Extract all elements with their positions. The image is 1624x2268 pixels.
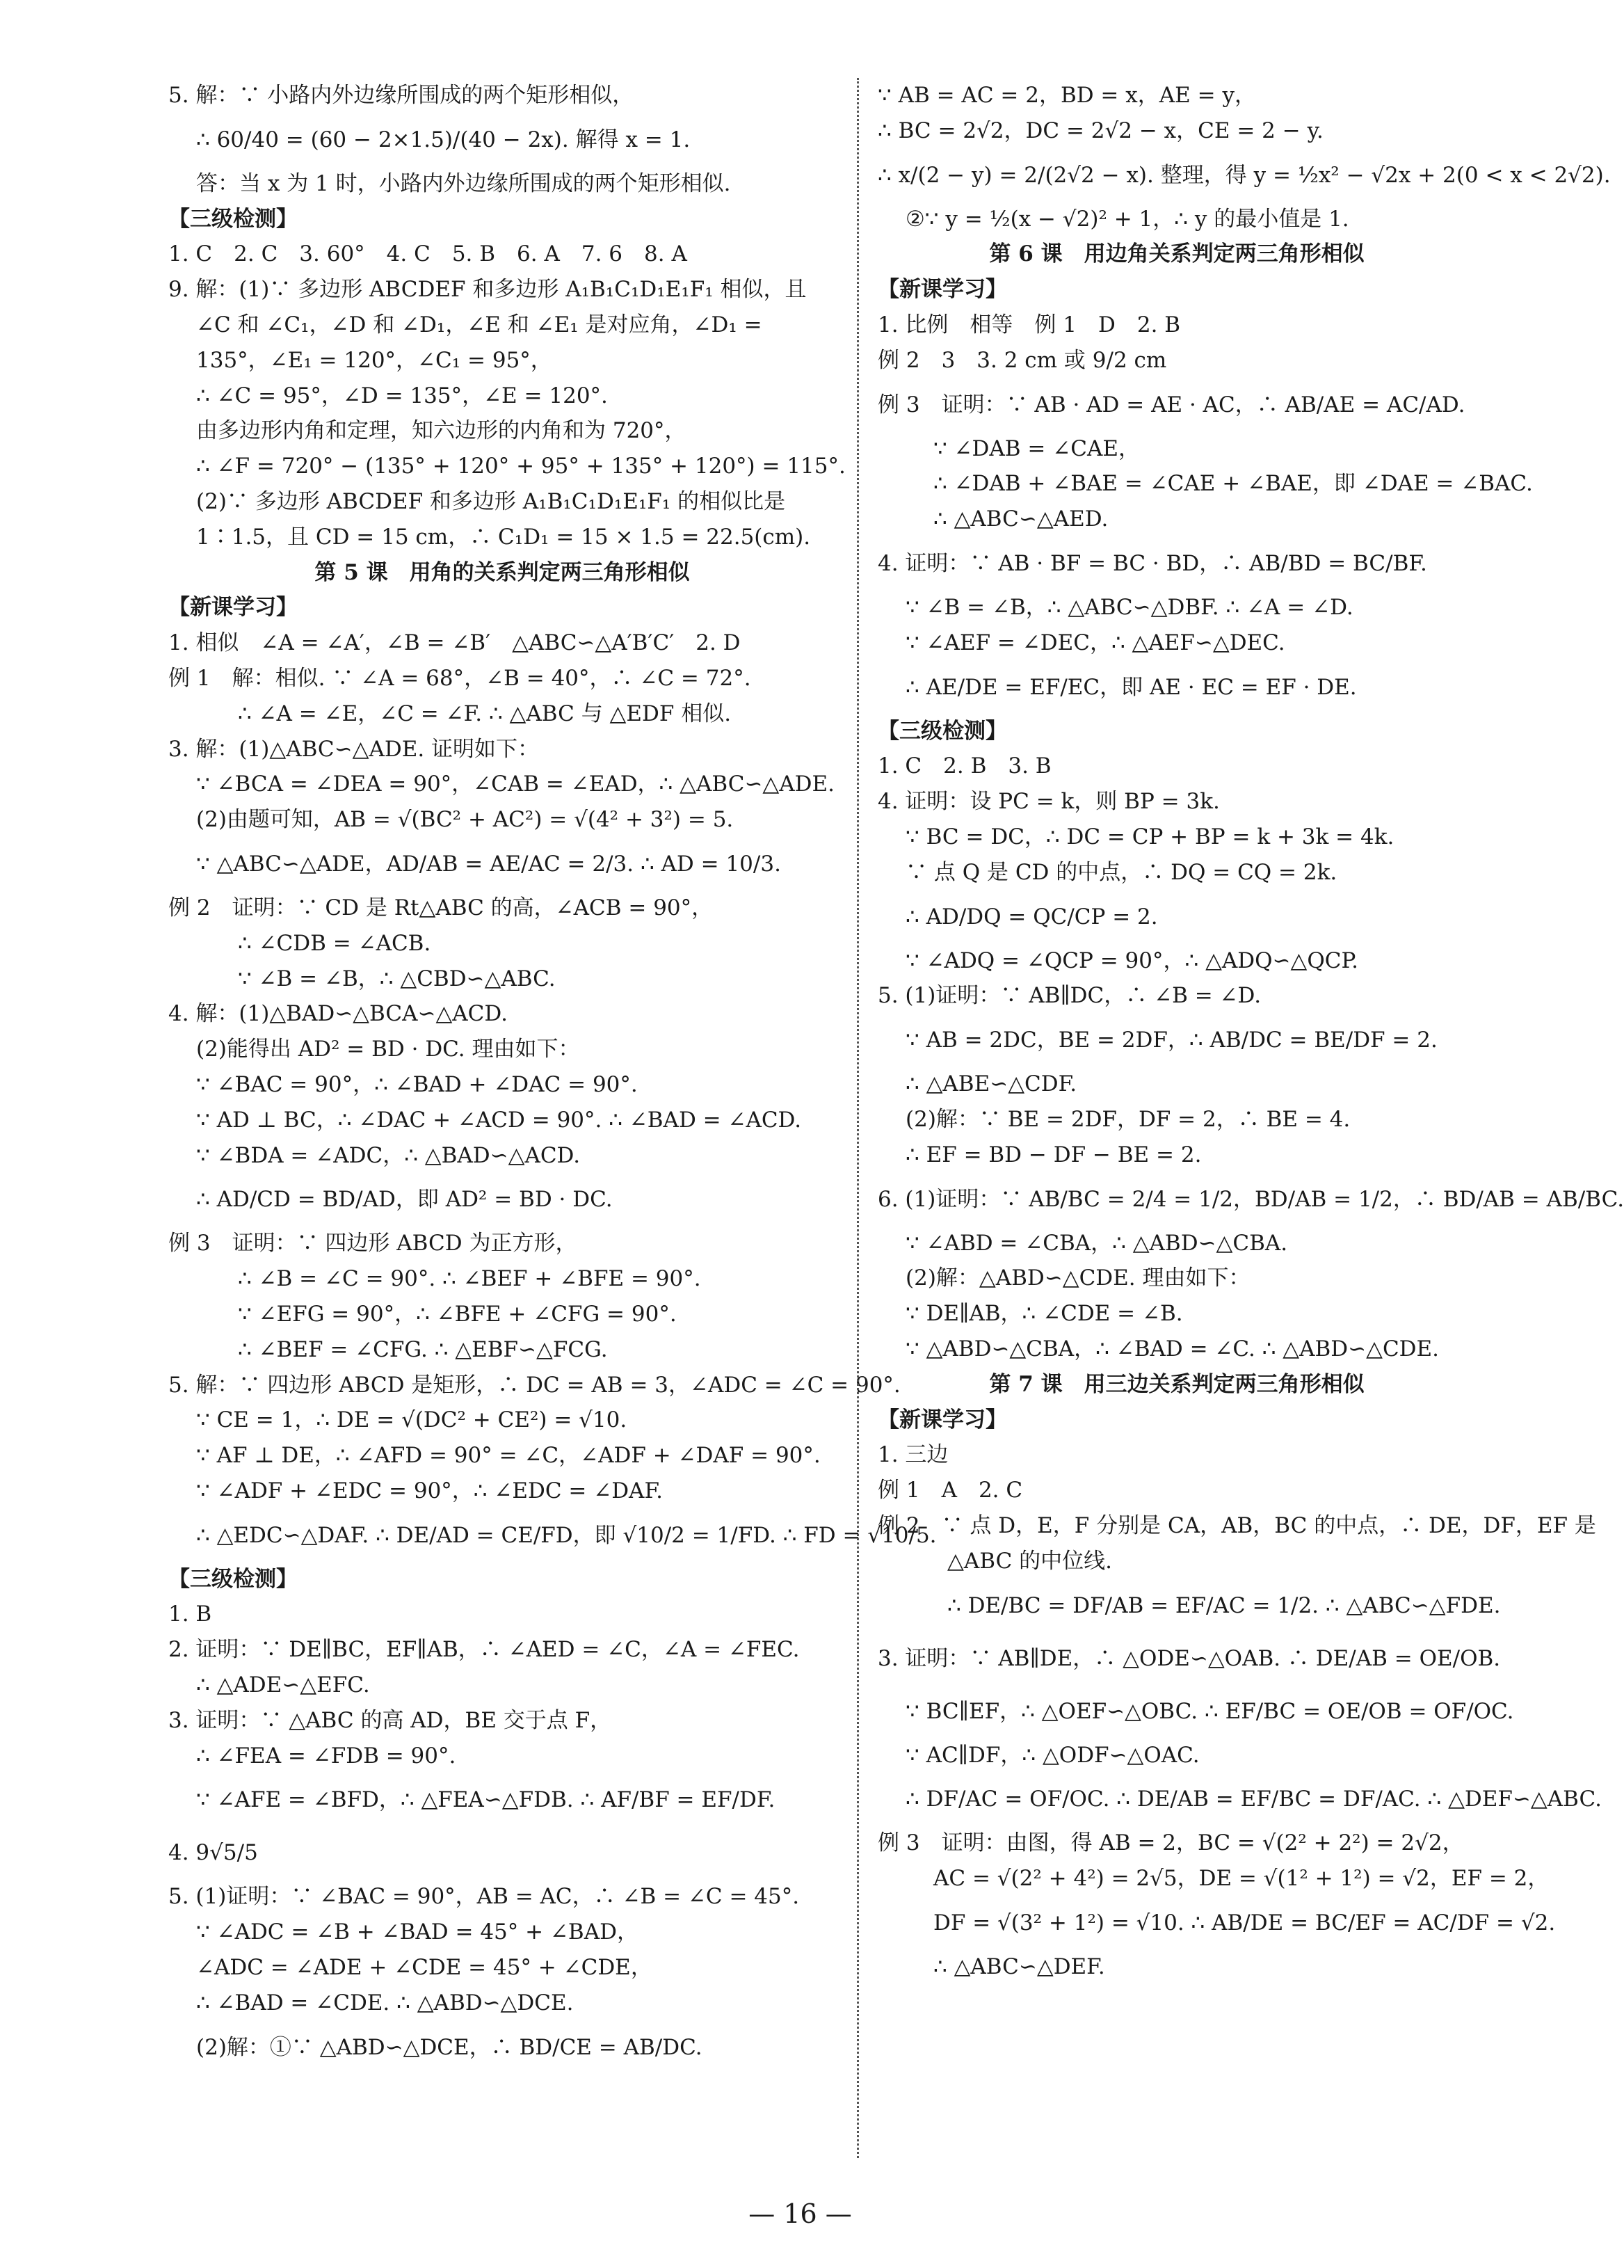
right-line: 5. (1)证明：∵ AB∥DC，∴ ∠B = ∠D. [878,983,1262,1009]
left-line: ∴ 60/40 = (60 − 2×1.5)/(40 − 2x). 解得 x = 1. [196,127,691,152]
right-line: 6. (1)证明：∵ AB/BC = 2/4 = 1/2，BD/AB = 1/2，∴ BD/AB = AB/BC. [878,1186,1624,1212]
right-line: ∴ DE/BC = DF/AB = EF/AC = 1/2. ∴ △ABC∽△FDE. [947,1592,1501,1618]
left-line: ∵ ∠ADC = ∠B + ∠BAD = 45° + ∠BAD， [196,1919,638,1945]
left-line: ∴ ∠B = ∠C = 90°. ∴ ∠BEF + ∠BFE = 90°. [238,1266,701,1292]
left-line: (2)由题可知，AB = √(BC² + AC²) = √(4² + 3²) = 5. [196,807,734,833]
left-line: (2)能得出 AD² = BD · DC. 理由如下： [196,1037,580,1062]
right-line: (2)解：△ABD∽△CDE. 理由如下： [906,1265,1251,1291]
right-line: ∵ ∠B = ∠B，∴ △ABC∽△DBF. ∴ ∠A = ∠D. [906,594,1353,620]
right-line: ∵ AC∥DF，∴ △ODF∽△OAC. [906,1742,1200,1768]
left-line: ∵ ∠AFE = ∠BFD，∴ △FEA∽△FDB. ∴ AF/BF = EF/DF. [196,1787,775,1813]
right-line: 3. 证明：∵ AB∥DE，∴ △ODE∽△OAB. ∴ DE/AB = OE/OB. [878,1645,1501,1671]
left-line: 1. 相似 ∠A = ∠A′，∠B = ∠B′ △ABC∽△A′B′C′ 2. D [168,630,741,656]
left-line: 135°，∠E₁ = 120°，∠C₁ = 95°， [196,347,552,373]
right-line: ∴ AD/DQ = QC/CP = 2. [906,904,1158,929]
right-line: 例 2 3 3. 2 cm 或 9/2 cm [878,347,1167,373]
right-line: 例 3 证明：由图，得 AB = 2，BC = √(2² + 2²) = 2√2， [878,1830,1464,1856]
right-line: ∵ ∠AEF = ∠DEC，∴ △AEF∽△DEC. [906,630,1285,655]
right-line: ∴ DF/AC = OF/OC. ∴ DE/AB = EF/BC = DF/AC. ∴ △DEF∽△ABC. [906,1787,1602,1812]
left-line: 由多边形内角和定理，知六边形的内角和为 720°， [196,418,686,444]
right-line: ∴ EF = BD − DF − BE = 2. [906,1142,1202,1167]
right-line: ∴ △ABE∽△CDF. [906,1071,1077,1097]
left-line: 例 2 证明：∵ CD 是 Rt△ABC 的高，∠ACB = 90°， [168,895,714,920]
left-line: ∵ AD ⊥ BC，∴ ∠DAC + ∠ACD = 90°. ∴ ∠BAD = ∠ACD. [196,1107,802,1133]
left-line: 例 3 证明：∵ 四边形 ABCD 为正方形， [168,1231,577,1256]
right-line: ∴ △ABC∽△DEF. [933,1954,1105,1979]
left-line: ∴ △EDC∽△DAF. ∴ DE/AD = CE/FD，即 √10/2 = 1/FD. ∴ FD = √10/5. [196,1522,937,1548]
left-line: 4. 9√5/5 [168,1840,258,1866]
right-line: ∴ ∠DAB + ∠BAE = ∠CAE + ∠BAE，即 ∠DAE = ∠BAC. [933,471,1533,497]
left-line: 1∶1.5，且 CD = 15 cm，∴ C₁D₁ = 15 × 1.5 = 22.5(cm). [196,524,811,550]
right-line: 4. 证明：设 PC = k，则 BP = 3k. [878,789,1220,815]
right-line: ∵ 点 Q 是 CD 的中点，∴ DQ = CQ = 2k. [906,859,1337,885]
right-line: 例 3 证明：∵ AB · AD = AE · AC，∴ AB/AE = AC/AD. [878,392,1465,417]
right-line: ∵ ∠ABD = ∠CBA，∴ △ABD∽△CBA. [906,1230,1288,1256]
right-line: ∵ DE∥AB，∴ ∠CDE = ∠B. [906,1301,1183,1327]
left-line: ∴ ∠CDB = ∠ACB. [238,930,431,956]
left-line: 1. B [168,1602,212,1627]
left-line: 第 5 课 用角的关系判定两三角形相似 [314,559,690,585]
left-line: ∴ ∠C = 95°，∠D = 135°，∠E = 120°. [196,383,608,408]
left-line: ∴ AD/CD = BD/AD，即 AD² = BD · DC. [196,1187,613,1213]
left-line: 【三级检测】 [168,206,298,232]
left-line: ∵ ∠BAC = 90°，∴ ∠BAD + ∠DAC = 90°. [196,1071,638,1097]
left-line: 3. 解：(1)△ABC∽△ADE. 证明如下： [168,736,540,762]
left-line: ∵ ∠BCA = ∠DEA = 90°，∠CAB = ∠EAD，∴ △ABC∽△ADE. [196,772,835,797]
left-line: ∴ ∠FEA = ∠FDB = 90°. [196,1743,456,1768]
left-line: ∵ △ABC∽△ADE，AD/AB = AE/AC = 2/3. ∴ AD = 10/3. [196,851,781,877]
left-line: ∴ ∠BAD = ∠CDE. ∴ △ABD∽△DCE. [196,1990,574,2015]
right-line: ∵ △ABD∽△CBA，∴ ∠BAD = ∠C. ∴ △ABD∽△CDE. [906,1336,1440,1361]
right-line: △ABC 的中位线. [947,1548,1113,1574]
left-line: 5. 解：∵ 四边形 ABCD 是矩形，∴ DC = AB = 3，∠ADC = ∠C = 90°. [168,1372,901,1398]
left-line: 【新课学习】 [168,595,298,621]
right-line: 4. 证明：∵ AB · BF = BC · BD，∴ AB/BD = BC/BF. [878,550,1427,576]
right-line: ∴ BC = 2√2，DC = 2√2 − x，CE = 2 − y. [878,118,1324,143]
left-line: ∵ ∠B = ∠B，∴ △CBD∽△ABC. [238,966,556,991]
left-line: ∵ ∠EFG = 90°，∴ ∠BFE + ∠CFG = 90°. [238,1301,677,1327]
left-line: ∵ CE = 1，∴ DE = √(DC² + CE²) = √10. [196,1407,627,1433]
left-line: 答：当 x 为 1 时，小路内外边缘所围成的两个矩形相似. [196,170,731,196]
left-line: 1. C 2. C 3. 60° 4. C 5. B 6. A 7. 6 8. A [168,241,687,267]
right-line: ∴ △ABC∽△AED. [933,506,1109,532]
left-line: 2. 证明：∵ DE∥BC，EF∥AB，∴ ∠AED = ∠C，∠A = ∠FEC. [168,1637,800,1663]
left-line: ∴ △ADE∽△EFC. [196,1672,370,1698]
right-line: ∵ BC = DC，∴ DC = CP + BP = k + 3k = 4k. [906,824,1394,849]
left-line: 【三级检测】 [168,1566,298,1592]
left-line: 5. 解：∵ 小路内外边缘所围成的两个矩形相似， [168,83,634,108]
left-line: 4. 解：(1)△BAD∽△BCA∽△ACD. [168,1001,508,1027]
page-number: — 16 — [748,2198,852,2229]
left-line: ∵ AF ⊥ DE，∴ ∠AFD = 90° = ∠C，∠ADF + ∠DAF = 90°. [196,1443,821,1469]
right-line: 例 1 A 2. C [878,1478,1023,1503]
right-line: ∵ ∠DAB = ∠CAE， [933,436,1140,461]
right-line: 1. C 2. B 3. B [878,753,1052,779]
right-line: 【三级检测】 [878,718,1007,744]
left-line: 5. (1)证明：∵ ∠BAC = 90°，AB = AC，∴ ∠B = ∠C = 45°. [168,1884,800,1910]
right-line: ∴ x/(2 − y) = 2/(2√2 − x). 整理，得 y = ½x² − √2x + 2(0 < x < 2√2). [878,162,1611,188]
left-line: ∵ ∠BDA = ∠ADC，∴ △BAD∽△ACD. [196,1142,581,1168]
left-line: 9. 解：(1)∵ 多边形 ABCDEF 和多边形 A₁B₁C₁D₁E₁F₁ 相似，且 [168,277,807,303]
column-divider [857,78,859,2158]
left-line: (2)解：①∵ △ABD∽△DCE，∴ BD/CE = AB/DC. [196,2034,702,2060]
left-line: ∵ ∠ADF + ∠EDC = 90°，∴ ∠EDC = ∠DAF. [196,1478,663,1503]
right-line: ∵ AB = AC = 2，BD = x，AE = y， [878,83,1256,108]
right-line: (2)解：∵ BE = 2DF，DF = 2，∴ BE = 4. [906,1106,1351,1132]
right-line: 例 2 ∵ 点 D，E，F 分别是 CA，AB，BC 的中点，∴ DE，DF，EF 是 [878,1512,1596,1538]
left-line: 例 1 解：相似. ∵ ∠A = 68°，∠B = 40°，∴ ∠C = 72°. [168,665,751,691]
right-line: ∵ ∠ADQ = ∠QCP = 90°，∴ △ADQ∽△QCP. [906,948,1358,973]
right-line: DF = √(3² + 1²) = √10. ∴ AB/DE = BC/EF = AC/DF = √2. [933,1910,1556,1935]
left-line: ∴ ∠A = ∠E，∠C = ∠F. ∴ △ABC 与 △EDF 相似. [238,701,732,726]
right-column [878,78,1624,1985]
right-line: ∵ AB = 2DC，BE = 2DF，∴ AB/DC = BE/DF = 2. [906,1028,1438,1053]
right-line: 第 7 课 用三边关系判定两三角形相似 [989,1371,1365,1397]
right-line: AC = √(2² + 4²) = 2√5，DE = √(1² + 1²) = √2，EF = 2， [933,1866,1550,1892]
left-line: (2)∵ 多边形 ABCDEF 和多边形 A₁B₁C₁D₁E₁F₁ 的相似比是 [196,488,786,514]
left-line: 3. 证明：∵ △ABC 的高 AD，BE 交于点 F， [168,1707,612,1733]
right-line: ∴ AE/DE = EF/EC，即 AE · EC = EF · DE. [906,674,1357,700]
right-line: 1. 三边 [878,1442,949,1468]
right-line: ∵ BC∥EF，∴ △OEF∽△OBC. ∴ EF/BC = OE/OB = OF/OC. [906,1698,1514,1724]
left-line: ∴ ∠BEF = ∠CFG. ∴ △EBF∽△FCG. [238,1336,608,1362]
left-line: ∠C 和 ∠C₁，∠D 和 ∠D₁，∠E 和 ∠E₁ 是对应角，∠D₁ = [196,312,762,337]
right-line: ②∵ y = ½(x − √2)² + 1，∴ y 的最小值是 1. [906,206,1349,232]
right-line: 【新课学习】 [878,277,1007,303]
left-line: ∴ ∠F = 720° − (135° + 120° + 95° + 135° + 120°) = 115°. [196,454,846,479]
right-line: 第 6 课 用边角关系判定两三角形相似 [989,241,1365,267]
right-line: 1. 比例 相等 例 1 D 2. B [878,312,1181,337]
left-line: ∠ADC = ∠ADE + ∠CDE = 45° + ∠CDE， [196,1955,652,1981]
right-line: 【新课学习】 [878,1407,1007,1432]
